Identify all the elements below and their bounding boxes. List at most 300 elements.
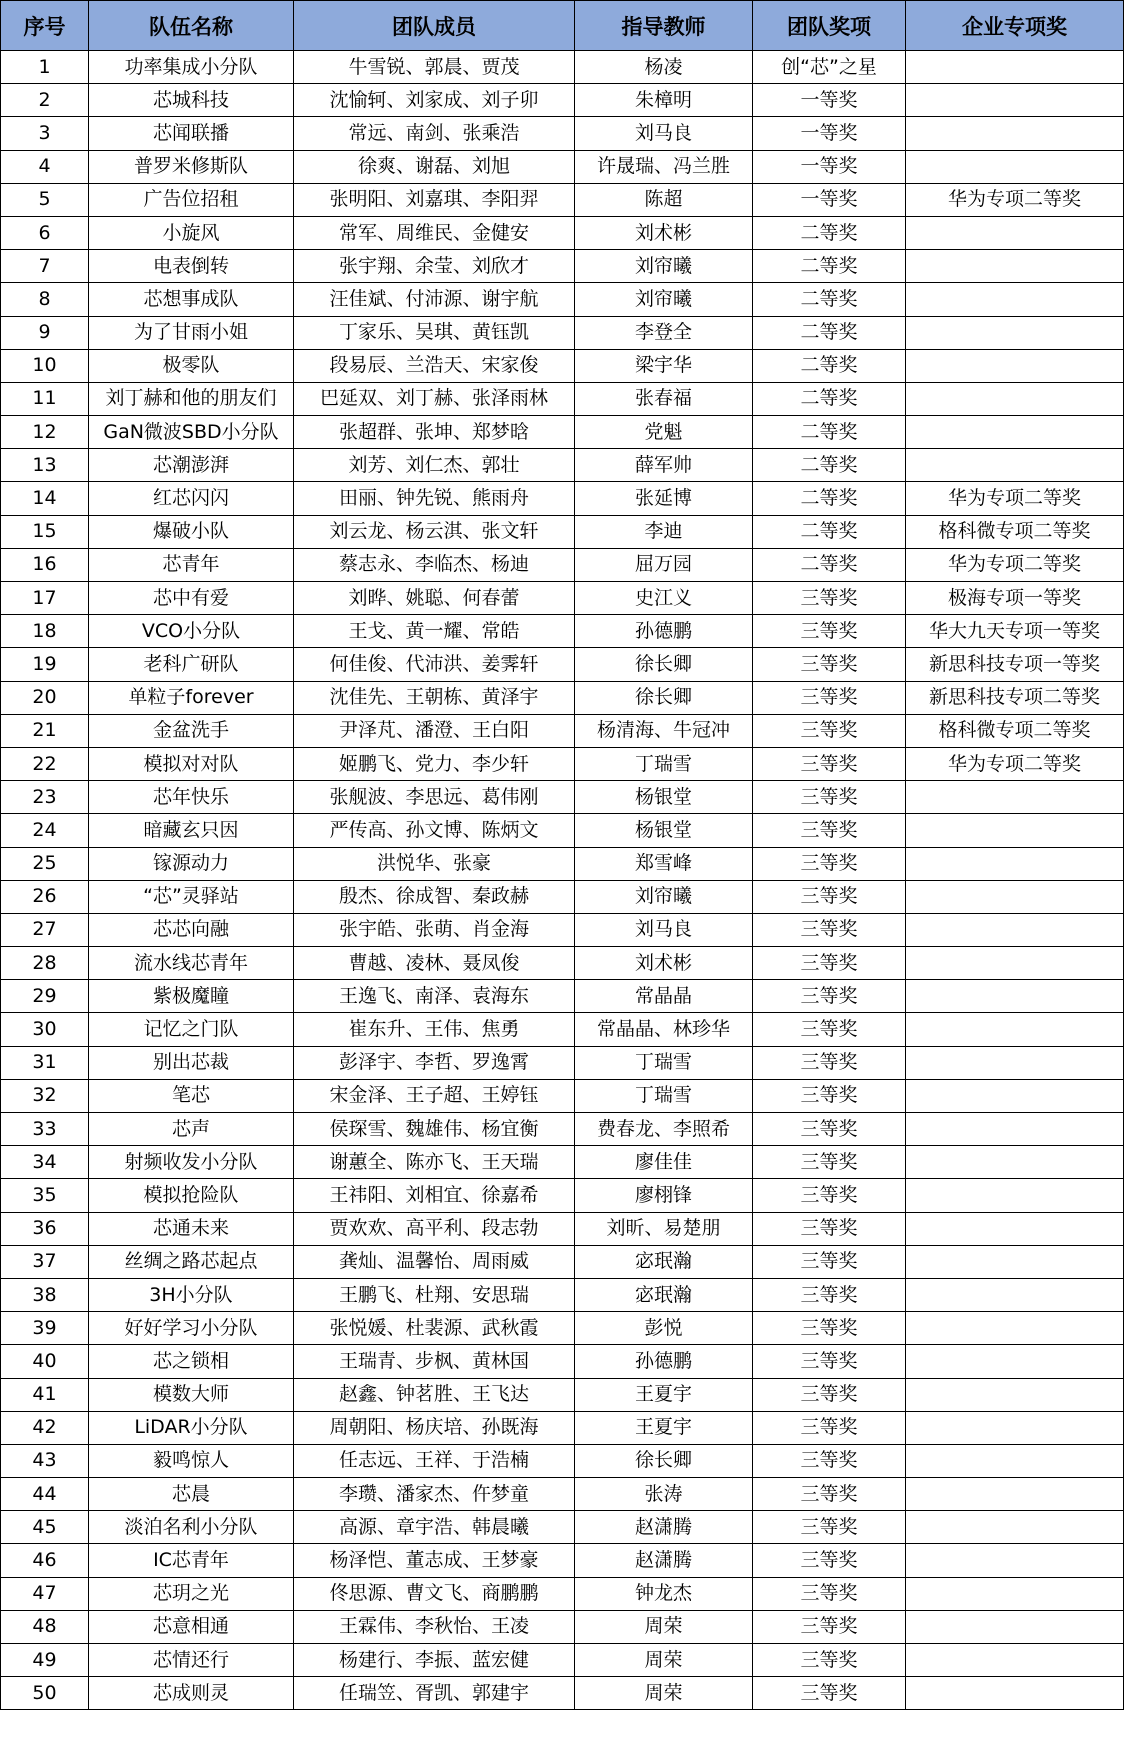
cell-team-name: 别出芯裁	[89, 1046, 294, 1079]
cell-index: 7	[1, 250, 89, 283]
cell-team-award: 三等奖	[753, 1312, 906, 1345]
cell-team-name: 暗藏玄只因	[89, 814, 294, 847]
table-row	[1, 1677, 1124, 1710]
cell-team-award: 二等奖	[753, 548, 906, 581]
cell-corporate-award	[906, 1146, 1124, 1179]
table-row	[1, 648, 1124, 681]
cell-team-name: 广告位招租	[89, 183, 294, 216]
cell-index: 42	[1, 1411, 89, 1444]
cell-index: 35	[1, 1179, 89, 1212]
cell-index: 46	[1, 1544, 89, 1577]
cell-team-award: 三等奖	[753, 980, 906, 1013]
cell-advisor: 张涛	[575, 1478, 753, 1511]
cell-team-name: 芯玥之光	[89, 1577, 294, 1610]
cell-team-award: 二等奖	[753, 349, 906, 382]
cell-team-award: 三等奖	[753, 814, 906, 847]
table-row	[1, 1378, 1124, 1411]
cell-index: 39	[1, 1312, 89, 1345]
cell-team-members: 刘云龙、杨云淇、张文轩	[294, 515, 575, 548]
cell-team-members: 沈愉轲、刘家成、刘子卯	[294, 84, 575, 117]
cell-team-name: 功率集成小分队	[89, 51, 294, 84]
table-row	[1, 980, 1124, 1013]
cell-team-award: 三等奖	[753, 1345, 906, 1378]
cell-corporate-award	[906, 1312, 1124, 1345]
cell-index: 48	[1, 1610, 89, 1643]
cell-team-name: 记忆之门队	[89, 1013, 294, 1046]
cell-index: 10	[1, 349, 89, 382]
cell-corporate-award	[906, 880, 1124, 913]
cell-team-name: 毅鸣惊人	[89, 1444, 294, 1477]
cell-advisor: 李登全	[575, 316, 753, 349]
cell-corporate-award	[906, 980, 1124, 1013]
cell-team-award: 三等奖	[753, 1577, 906, 1610]
header-team-members: 团队成员	[294, 1, 575, 51]
cell-team-members: 张悦媛、杜裴源、武秋霞	[294, 1312, 575, 1345]
cell-index: 12	[1, 416, 89, 449]
cell-index: 32	[1, 1079, 89, 1112]
cell-team-name: LiDAR小分队	[89, 1411, 294, 1444]
table-header	[1, 1, 1124, 51]
cell-team-award: 一等奖	[753, 84, 906, 117]
cell-advisor: 刘马良	[575, 117, 753, 150]
table-row	[1, 781, 1124, 814]
cell-corporate-award	[906, 316, 1124, 349]
cell-advisor: 刘昕、易楚朋	[575, 1212, 753, 1245]
cell-advisor: 刘术彬	[575, 947, 753, 980]
cell-advisor: 刘术彬	[575, 216, 753, 249]
cell-advisor: 丁瑞雪	[575, 1079, 753, 1112]
cell-index: 49	[1, 1644, 89, 1677]
cell-team-members: 赵鑫、钟茗胜、王飞达	[294, 1378, 575, 1411]
cell-team-name: 芯通未来	[89, 1212, 294, 1245]
cell-corporate-award	[906, 51, 1124, 84]
cell-corporate-award: 格科微专项二等奖	[906, 714, 1124, 747]
table-row	[1, 814, 1124, 847]
cell-team-award: 三等奖	[753, 847, 906, 880]
cell-advisor: 钟龙杰	[575, 1577, 753, 1610]
cell-team-name: 芯中有爱	[89, 582, 294, 615]
cell-team-award: 一等奖	[753, 117, 906, 150]
cell-advisor: 费春龙、李照希	[575, 1113, 753, 1146]
table-row	[1, 747, 1124, 780]
cell-corporate-award: 新思科技专项一等奖	[906, 648, 1124, 681]
cell-index: 26	[1, 880, 89, 913]
cell-advisor: 赵潇腾	[575, 1511, 753, 1544]
cell-team-members: 巴延双、刘丁赫、张泽雨林	[294, 382, 575, 415]
cell-index: 15	[1, 515, 89, 548]
cell-index: 3	[1, 117, 89, 150]
table-row	[1, 349, 1124, 382]
cell-index: 40	[1, 1345, 89, 1378]
cell-index: 27	[1, 913, 89, 946]
cell-team-name: 单粒子forever	[89, 681, 294, 714]
cell-team-members: 王鹏飞、杜翔、安思瑞	[294, 1278, 575, 1311]
cell-team-members: 杨泽恺、董志成、王梦豪	[294, 1544, 575, 1577]
cell-index: 5	[1, 183, 89, 216]
cell-team-name: GaN微波SBD小分队	[89, 416, 294, 449]
cell-corporate-award	[906, 814, 1124, 847]
cell-advisor: 薛军帅	[575, 449, 753, 482]
cell-corporate-award	[906, 283, 1124, 316]
table-row	[1, 1312, 1124, 1345]
cell-team-members: 张超群、张坤、郑梦晗	[294, 416, 575, 449]
cell-team-members: 姬鹏飞、党力、李少轩	[294, 747, 575, 780]
cell-advisor: 郑雪峰	[575, 847, 753, 880]
table-row	[1, 1644, 1124, 1677]
cell-team-name: 红芯闪闪	[89, 482, 294, 515]
cell-team-members: 何佳俊、代沛洪、姜霁轩	[294, 648, 575, 681]
cell-team-award: 三等奖	[753, 1378, 906, 1411]
cell-team-name: 普罗米修斯队	[89, 150, 294, 183]
cell-corporate-award	[906, 1444, 1124, 1477]
cell-advisor: 赵潇腾	[575, 1544, 753, 1577]
cell-corporate-award	[906, 1378, 1124, 1411]
cell-team-award: 创“芯”之星	[753, 51, 906, 84]
cell-team-name: 老科广研队	[89, 648, 294, 681]
cell-team-award: 三等奖	[753, 913, 906, 946]
cell-team-members: 张明阳、刘嘉琪、李阳羿	[294, 183, 575, 216]
cell-advisor: 梁宇华	[575, 349, 753, 382]
cell-corporate-award	[906, 1179, 1124, 1212]
cell-index: 31	[1, 1046, 89, 1079]
cell-team-members: 王逸飞、南泽、袁海东	[294, 980, 575, 1013]
cell-team-members: 沈佳先、王朝栋、黄泽宇	[294, 681, 575, 714]
cell-team-name: 电表倒转	[89, 250, 294, 283]
cell-corporate-award	[906, 250, 1124, 283]
cell-advisor: 杨凌	[575, 51, 753, 84]
cell-advisor: 常晶晶	[575, 980, 753, 1013]
cell-team-award: 一等奖	[753, 183, 906, 216]
cell-team-name: 芯闻联播	[89, 117, 294, 150]
table-row	[1, 283, 1124, 316]
cell-team-award: 三等奖	[753, 1179, 906, 1212]
cell-corporate-award	[906, 1212, 1124, 1245]
cell-corporate-award	[906, 1544, 1124, 1577]
cell-team-award: 一等奖	[753, 150, 906, 183]
cell-team-award: 二等奖	[753, 449, 906, 482]
cell-index: 22	[1, 747, 89, 780]
header-corporate-award: 企业专项奖	[906, 1, 1124, 51]
cell-team-award: 三等奖	[753, 1013, 906, 1046]
cell-team-members: 张舰波、李思远、葛伟刚	[294, 781, 575, 814]
cell-index: 14	[1, 482, 89, 515]
table-row	[1, 1278, 1124, 1311]
cell-team-members: 张宇翔、余莹、刘欣才	[294, 250, 575, 283]
table-row	[1, 84, 1124, 117]
cell-index: 4	[1, 150, 89, 183]
cell-team-award: 三等奖	[753, 648, 906, 681]
cell-team-award: 三等奖	[753, 1544, 906, 1577]
cell-team-award: 二等奖	[753, 515, 906, 548]
cell-team-award: 三等奖	[753, 747, 906, 780]
cell-team-award: 三等奖	[753, 582, 906, 615]
cell-corporate-award	[906, 1245, 1124, 1278]
cell-corporate-award	[906, 84, 1124, 117]
cell-corporate-award	[906, 847, 1124, 880]
cell-advisor: 刘帘曦	[575, 250, 753, 283]
cell-index: 20	[1, 681, 89, 714]
cell-corporate-award	[906, 1677, 1124, 1710]
cell-team-award: 二等奖	[753, 216, 906, 249]
table-body	[1, 51, 1124, 1710]
cell-advisor: 许晟瑞、冯兰胜	[575, 150, 753, 183]
cell-index: 6	[1, 216, 89, 249]
cell-team-members: 蔡志永、李临杰、杨迪	[294, 548, 575, 581]
cell-advisor: 周荣	[575, 1644, 753, 1677]
cell-team-name: 爆破小队	[89, 515, 294, 548]
cell-team-award: 三等奖	[753, 714, 906, 747]
table-row	[1, 1212, 1124, 1245]
cell-corporate-award: 华为专项二等奖	[906, 482, 1124, 515]
cell-corporate-award: 华大九天专项一等奖	[906, 615, 1124, 648]
cell-advisor: 刘帘曦	[575, 283, 753, 316]
cell-team-members: 殷杰、徐成智、秦政赫	[294, 880, 575, 913]
table-row	[1, 714, 1124, 747]
cell-team-members: 龚灿、温馨怡、周雨威	[294, 1245, 575, 1278]
cell-team-award: 二等奖	[753, 316, 906, 349]
cell-team-members: 牛雪锐、郭晨、贾茂	[294, 51, 575, 84]
cell-advisor: 屈万园	[575, 548, 753, 581]
header-advisor: 指导教师	[575, 1, 753, 51]
cell-index: 41	[1, 1378, 89, 1411]
cell-advisor: 周荣	[575, 1610, 753, 1643]
cell-corporate-award	[906, 1644, 1124, 1677]
cell-team-members: 段易辰、兰浩天、宋家俊	[294, 349, 575, 382]
cell-team-members: 王瑞青、步枫、黄林国	[294, 1345, 575, 1378]
cell-team-members: 宋金泽、王子超、王婷钰	[294, 1079, 575, 1112]
cell-team-members: 李瓒、潘家杰、仵梦童	[294, 1478, 575, 1511]
cell-index: 8	[1, 283, 89, 316]
cell-team-name: 芯想事成队	[89, 283, 294, 316]
cell-team-name: 芯情还行	[89, 1644, 294, 1677]
cell-index: 16	[1, 548, 89, 581]
cell-team-award: 三等奖	[753, 1478, 906, 1511]
table-row	[1, 250, 1124, 283]
cell-advisor: 丁瑞雪	[575, 747, 753, 780]
cell-advisor: 朱樟明	[575, 84, 753, 117]
cell-team-name: 小旋风	[89, 216, 294, 249]
cell-corporate-award	[906, 150, 1124, 183]
cell-team-members: 周朝阳、杨庆培、孙既海	[294, 1411, 575, 1444]
cell-team-members: 杨建行、李振、蓝宏健	[294, 1644, 575, 1677]
cell-team-name: 芯声	[89, 1113, 294, 1146]
cell-team-award: 三等奖	[753, 1046, 906, 1079]
cell-index: 45	[1, 1511, 89, 1544]
cell-index: 2	[1, 84, 89, 117]
table-row	[1, 1245, 1124, 1278]
header-team-award: 团队奖项	[753, 1, 906, 51]
cell-corporate-award	[906, 1610, 1124, 1643]
cell-team-name: 笔芯	[89, 1079, 294, 1112]
cell-advisor: 孙德鹏	[575, 615, 753, 648]
table-row	[1, 1511, 1124, 1544]
cell-team-name: 芯年快乐	[89, 781, 294, 814]
cell-advisor: 彭悦	[575, 1312, 753, 1345]
cell-team-members: 洪悦华、张豪	[294, 847, 575, 880]
cell-index: 19	[1, 648, 89, 681]
cell-advisor: 宓珉瀚	[575, 1278, 753, 1311]
cell-team-name: IC芯青年	[89, 1544, 294, 1577]
cell-team-award: 二等奖	[753, 482, 906, 515]
cell-advisor: 宓珉瀚	[575, 1245, 753, 1278]
cell-advisor: 陈超	[575, 183, 753, 216]
cell-team-members: 汪佳斌、付沛源、谢宇航	[294, 283, 575, 316]
cell-team-name: 淡泊名利小分队	[89, 1511, 294, 1544]
table-row	[1, 1113, 1124, 1146]
cell-corporate-award	[906, 781, 1124, 814]
cell-corporate-award: 华为专项二等奖	[906, 747, 1124, 780]
cell-corporate-award	[906, 117, 1124, 150]
cell-team-award: 三等奖	[753, 1146, 906, 1179]
cell-advisor: 徐长卿	[575, 1444, 753, 1477]
cell-team-name: 射频收发小分队	[89, 1146, 294, 1179]
cell-advisor: 杨银堂	[575, 781, 753, 814]
cell-team-award: 三等奖	[753, 1278, 906, 1311]
cell-team-members: 尹泽芃、潘澄、王白阳	[294, 714, 575, 747]
cell-index: 50	[1, 1677, 89, 1710]
cell-team-name: 芯青年	[89, 548, 294, 581]
cell-corporate-award	[906, 1013, 1124, 1046]
table-row	[1, 548, 1124, 581]
cell-index: 38	[1, 1278, 89, 1311]
cell-index: 47	[1, 1577, 89, 1610]
cell-index: 25	[1, 847, 89, 880]
cell-advisor: 常晶晶、林珍华	[575, 1013, 753, 1046]
cell-team-award: 三等奖	[753, 1245, 906, 1278]
cell-team-name: 模拟对对队	[89, 747, 294, 780]
cell-advisor: 孙德鹏	[575, 1345, 753, 1378]
cell-advisor: 徐长卿	[575, 681, 753, 714]
cell-index: 13	[1, 449, 89, 482]
cell-team-members: 高源、章宇浩、韩晨曦	[294, 1511, 575, 1544]
table-row	[1, 1179, 1124, 1212]
cell-corporate-award	[906, 382, 1124, 415]
cell-corporate-award: 格科微专项二等奖	[906, 515, 1124, 548]
cell-team-name: “芯”灵驿站	[89, 880, 294, 913]
cell-index: 30	[1, 1013, 89, 1046]
header-team-name: 队伍名称	[89, 1, 294, 51]
cell-team-name: 好好学习小分队	[89, 1312, 294, 1345]
cell-team-members: 王祎阳、刘相宜、徐嘉希	[294, 1179, 575, 1212]
cell-team-members: 王戈、黄一耀、常皓	[294, 615, 575, 648]
cell-team-name: 芯晨	[89, 1478, 294, 1511]
cell-team-name: 刘丁赫和他的朋友们	[89, 382, 294, 415]
cell-team-members: 曹越、凌林、聂凤俊	[294, 947, 575, 980]
table-row	[1, 582, 1124, 615]
table-row	[1, 1146, 1124, 1179]
cell-team-award: 三等奖	[753, 1411, 906, 1444]
cell-team-name: 流水线芯青年	[89, 947, 294, 980]
table-row	[1, 1610, 1124, 1643]
cell-team-name: 丝绸之路芯起点	[89, 1245, 294, 1278]
cell-team-members: 丁家乐、吴琪、黄钰凯	[294, 316, 575, 349]
cell-index: 36	[1, 1212, 89, 1245]
cell-team-award: 三等奖	[753, 1212, 906, 1245]
table-row	[1, 1046, 1124, 1079]
cell-team-members: 彭泽宇、李哲、罗逸霄	[294, 1046, 575, 1079]
cell-team-members: 刘晔、姚聪、何春蕾	[294, 582, 575, 615]
table-row	[1, 382, 1124, 415]
cell-index: 33	[1, 1113, 89, 1146]
table-row	[1, 216, 1124, 249]
cell-index: 9	[1, 316, 89, 349]
cell-advisor: 廖佳佳	[575, 1146, 753, 1179]
cell-team-members: 常军、周维民、金健安	[294, 216, 575, 249]
cell-team-name: VCO小分队	[89, 615, 294, 648]
table-row	[1, 482, 1124, 515]
cell-team-award: 二等奖	[753, 250, 906, 283]
cell-index: 1	[1, 51, 89, 84]
cell-advisor: 刘帘曦	[575, 880, 753, 913]
table-row	[1, 1411, 1124, 1444]
cell-advisor: 廖栩锋	[575, 1179, 753, 1212]
cell-corporate-award	[906, 1577, 1124, 1610]
cell-team-award: 三等奖	[753, 615, 906, 648]
cell-advisor: 徐长卿	[575, 648, 753, 681]
cell-team-award: 三等奖	[753, 1610, 906, 1643]
cell-index: 23	[1, 781, 89, 814]
cell-team-members: 刘芳、刘仁杰、郭壮	[294, 449, 575, 482]
cell-team-members: 佟思源、曹文飞、商鹏鹏	[294, 1577, 575, 1610]
cell-team-name: 紫极魔瞳	[89, 980, 294, 1013]
cell-team-members: 徐爽、谢磊、刘旭	[294, 150, 575, 183]
cell-team-members: 严传高、孙文博、陈炳文	[294, 814, 575, 847]
cell-team-name: 为了甘雨小姐	[89, 316, 294, 349]
cell-index: 11	[1, 382, 89, 415]
cell-corporate-award: 新思科技专项二等奖	[906, 681, 1124, 714]
table-row	[1, 117, 1124, 150]
cell-team-members: 田丽、钟先锐、熊雨舟	[294, 482, 575, 515]
table-row	[1, 150, 1124, 183]
table-row	[1, 1013, 1124, 1046]
table-row	[1, 316, 1124, 349]
cell-corporate-award	[906, 1478, 1124, 1511]
table-row	[1, 913, 1124, 946]
cell-advisor: 张延博	[575, 482, 753, 515]
cell-advisor: 王夏宇	[575, 1378, 753, 1411]
cell-team-award: 三等奖	[753, 1444, 906, 1477]
table-row	[1, 615, 1124, 648]
table-row	[1, 449, 1124, 482]
cell-index: 28	[1, 947, 89, 980]
table-row	[1, 880, 1124, 913]
cell-index: 37	[1, 1245, 89, 1278]
cell-index: 17	[1, 582, 89, 615]
cell-team-name: 芯成则灵	[89, 1677, 294, 1710]
cell-team-name: 芯意相通	[89, 1610, 294, 1643]
cell-corporate-award: 极海专项一等奖	[906, 582, 1124, 615]
cell-advisor: 刘马良	[575, 913, 753, 946]
cell-team-members: 任瑞笠、胥凯、郭建宇	[294, 1677, 575, 1710]
table-row	[1, 515, 1124, 548]
cell-team-members: 谢蕙全、陈亦飞、王天瑞	[294, 1146, 575, 1179]
table-row	[1, 847, 1124, 880]
cell-team-members: 王霖伟、李秋怡、王凌	[294, 1610, 575, 1643]
cell-team-name: 模拟抢险队	[89, 1179, 294, 1212]
table-row	[1, 681, 1124, 714]
cell-team-award: 三等奖	[753, 681, 906, 714]
cell-team-members: 张宇皓、张萌、肖金海	[294, 913, 575, 946]
table-row	[1, 1444, 1124, 1477]
cell-team-award: 三等奖	[753, 1511, 906, 1544]
header-index: 序号	[1, 1, 89, 51]
table-row	[1, 51, 1124, 84]
table-row	[1, 1345, 1124, 1378]
cell-advisor: 杨清海、牛冠冲	[575, 714, 753, 747]
cell-advisor: 周荣	[575, 1677, 753, 1710]
cell-team-name: 芯潮澎湃	[89, 449, 294, 482]
table-row	[1, 416, 1124, 449]
